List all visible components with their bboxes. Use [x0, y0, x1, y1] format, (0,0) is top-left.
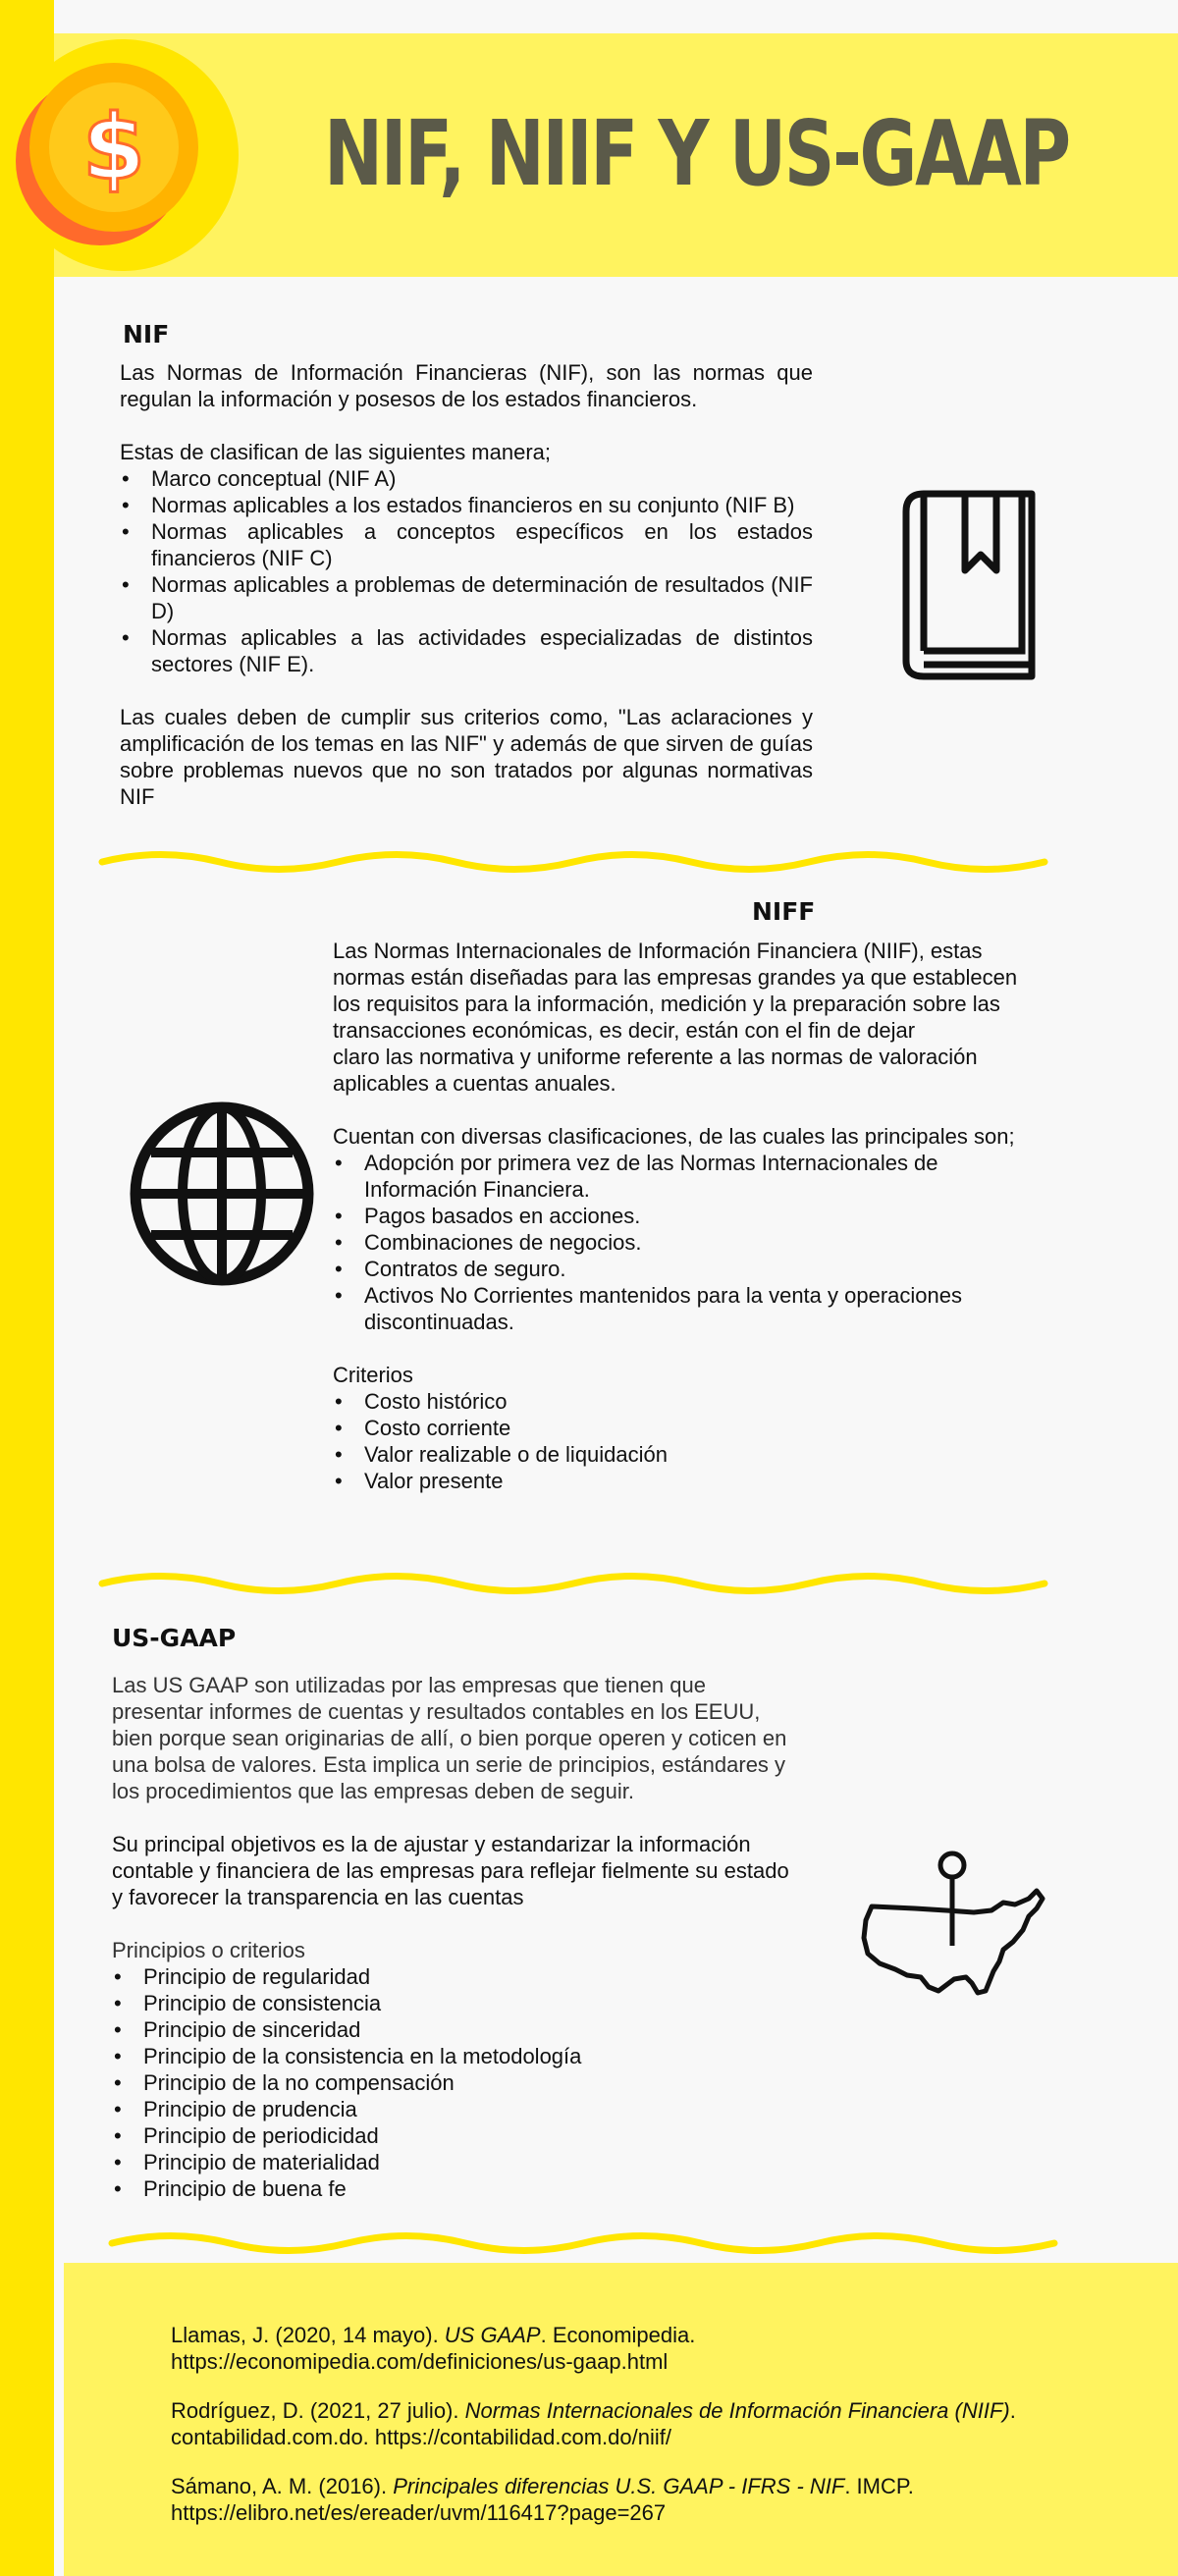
list-item: • Contratos de seguro.: [364, 1256, 1012, 1282]
nif-body: [120, 359, 813, 810]
list-item: • Principio de la no compensación: [143, 2069, 819, 2096]
nif-closing: Las cuales deben de cumplir sus criterios como, "Las aclaraciones y amplificación de los temas en las NIF" y además de que sirven de guías sobre problemas nuevos que no son tratados por algunas normativas NIF: [120, 705, 813, 809]
list-item: • Adopción por primera vez de las Normas Internacionales de Información Financiera.: [364, 1150, 1012, 1203]
reference-link[interactable]: contabilidad.com.do. https://contabilidad.com.do/niif/: [171, 2425, 671, 2449]
niif-intro-line: aplicables a cuentas anuales.: [333, 1071, 616, 1096]
page-title: NIF, NIIF Y US-GAAP: [324, 101, 1069, 206]
list-item: • Marco conceptual (NIF A): [151, 465, 813, 492]
reference-1: Llamas, J. (2020, 14 mayo). US GAAP. Economipedia. https://economipedia.com/definiciones/us-gaap.html: [171, 2322, 1054, 2375]
list-item: • Activos No Corrientes mantenidos para la venta y operaciones discontinuadas.: [364, 1282, 1012, 1335]
reference-2: Rodríguez, D. (2021, 27 julio). Normas Internacionales de Información Financiera (NIIF). contabilidad.com.do. https://contabilidad.com.do/niif/: [171, 2397, 1054, 2450]
list-item: • Valor realizable o de liquidación: [364, 1441, 1040, 1468]
list-item: • Principio de periodicidad: [143, 2122, 819, 2149]
reference-3: Sámano, A. M. (2016). Principales diferencias U.S. GAAP - IFRS - NIF. IMCP. https://elibro.net/es/ereader/uvm/116417?page=267: [171, 2473, 1054, 2526]
list-item: • Valor presente: [364, 1468, 1040, 1494]
list-item: • Normas aplicables a conceptos específicos en los estados financieros (NIF C): [151, 518, 813, 571]
usa-map-pin-icon: [856, 1848, 1052, 2039]
list-item: • Principio de materialidad: [143, 2149, 819, 2175]
usgaap-principles-list: [112, 1963, 819, 2202]
list-item: • Principio de consistencia: [143, 1990, 819, 2016]
usgaap-intro-line: Las US GAAP son utilizadas por las empresas que tienen que: [112, 1673, 706, 1697]
usgaap-heading: US-GAAP: [112, 1624, 237, 1652]
usgaap-intro-line: presentar informes de cuentas y resultados contables en los EEUU,: [112, 1699, 761, 1724]
coin-symbol: $: [81, 95, 146, 200]
book-icon: [898, 486, 1044, 687]
nif-list: [120, 465, 813, 677]
list-item: • Principio de buena fe: [143, 2175, 819, 2202]
nif-intro: Las Normas de Información Financieras (NIF), son las normas que regulan la información y posesos de los estados financieros.: [120, 360, 813, 411]
usgaap-objective-line: Su principal objetivos es la de ajustar y estandarizar la información: [112, 1832, 751, 1856]
niif-intro-line: claro las normativa y uniforme referente a las normas de valoración: [333, 1045, 978, 1069]
list-item: • Costo histórico: [364, 1388, 1040, 1415]
list-item: • Principio de sinceridad: [143, 2016, 819, 2043]
coin-icon: [0, 39, 245, 275]
list-item: • Normas aplicables a las actividades especializadas de distintos sectores (NIF E).: [151, 624, 813, 677]
niif-intro-line: transacciones económicas, es decir, están con el fin de dejar: [333, 1018, 916, 1043]
niif-intro-line: Las Normas Internacionales de Información Financiera (NIIF), estas: [333, 939, 983, 963]
niif-heading: NIFF: [752, 897, 816, 926]
reference-title: Normas Internacionales de Información Financiera (NIIF): [464, 2398, 1010, 2423]
usgaap-objective-line: y favorecer la transparencia en las cuentas: [112, 1885, 524, 1909]
wave-divider: [98, 1572, 1050, 1595]
reference-title: Principales diferencias U.S. GAAP - IFRS - NIF: [393, 2474, 845, 2498]
list-item: • Principio de regularidad: [143, 1963, 819, 1990]
usgaap-intro-line: una bolsa de valores. Esta implica un serie de principios, estándares y: [112, 1752, 786, 1777]
reference-link[interactable]: https://elibro.net/es/ereader/uvm/116417?page=267: [171, 2500, 667, 2525]
globe-icon: [126, 1098, 318, 1295]
niif-body: [333, 938, 1040, 1494]
list-item: • Principio de prudencia: [143, 2096, 819, 2122]
list-item: • Principio de la consistencia en la metodología: [143, 2043, 819, 2069]
list-item: • Costo corriente: [364, 1415, 1040, 1441]
nif-heading: NIF: [123, 320, 170, 349]
niif-criteria-list: [333, 1388, 1040, 1494]
usgaap-intro-line: bien porque sean originarias de allí, o bien porque operen y coticen en: [112, 1726, 787, 1750]
niif-intro-line: normas están diseñadas para las empresas grandes ya que establecen: [333, 965, 1018, 990]
list-item: • Pagos basados en acciones.: [364, 1203, 1012, 1229]
usgaap-body: [112, 1672, 819, 2202]
list-item: • Normas aplicables a los estados financieros en su conjunto (NIF B): [151, 492, 813, 518]
niif-criteria-label: Criterios: [333, 1363, 413, 1387]
niif-list: [333, 1150, 1012, 1335]
reference-title: US GAAP: [444, 2323, 541, 2347]
wave-divider: [108, 2231, 1060, 2255]
wave-divider: [98, 850, 1050, 874]
usgaap-objective-line: contable y financiera de las empresas para reflejar fielmente su estado: [112, 1858, 789, 1883]
usgaap-principles-label: Principios o criterios: [112, 1938, 305, 1962]
reference-link[interactable]: https://economipedia.com/definiciones/us-gaap.html: [171, 2349, 669, 2374]
usgaap-intro-line: los procedimientos que las empresas deben de seguir.: [112, 1779, 634, 1803]
nif-list-intro: Estas de clasifican de las siguientes manera;: [120, 440, 552, 464]
niif-intro-line: los requisitos para la información, medición y la preparación sobre las: [333, 992, 1000, 1016]
list-item: • Normas aplicables a problemas de determinación de resultados (NIF D): [151, 571, 813, 624]
niif-list-intro: Cuentan con diversas clasificaciones, de las cuales las principales son;: [333, 1124, 1015, 1149]
list-item: • Combinaciones de negocios.: [364, 1229, 1012, 1256]
